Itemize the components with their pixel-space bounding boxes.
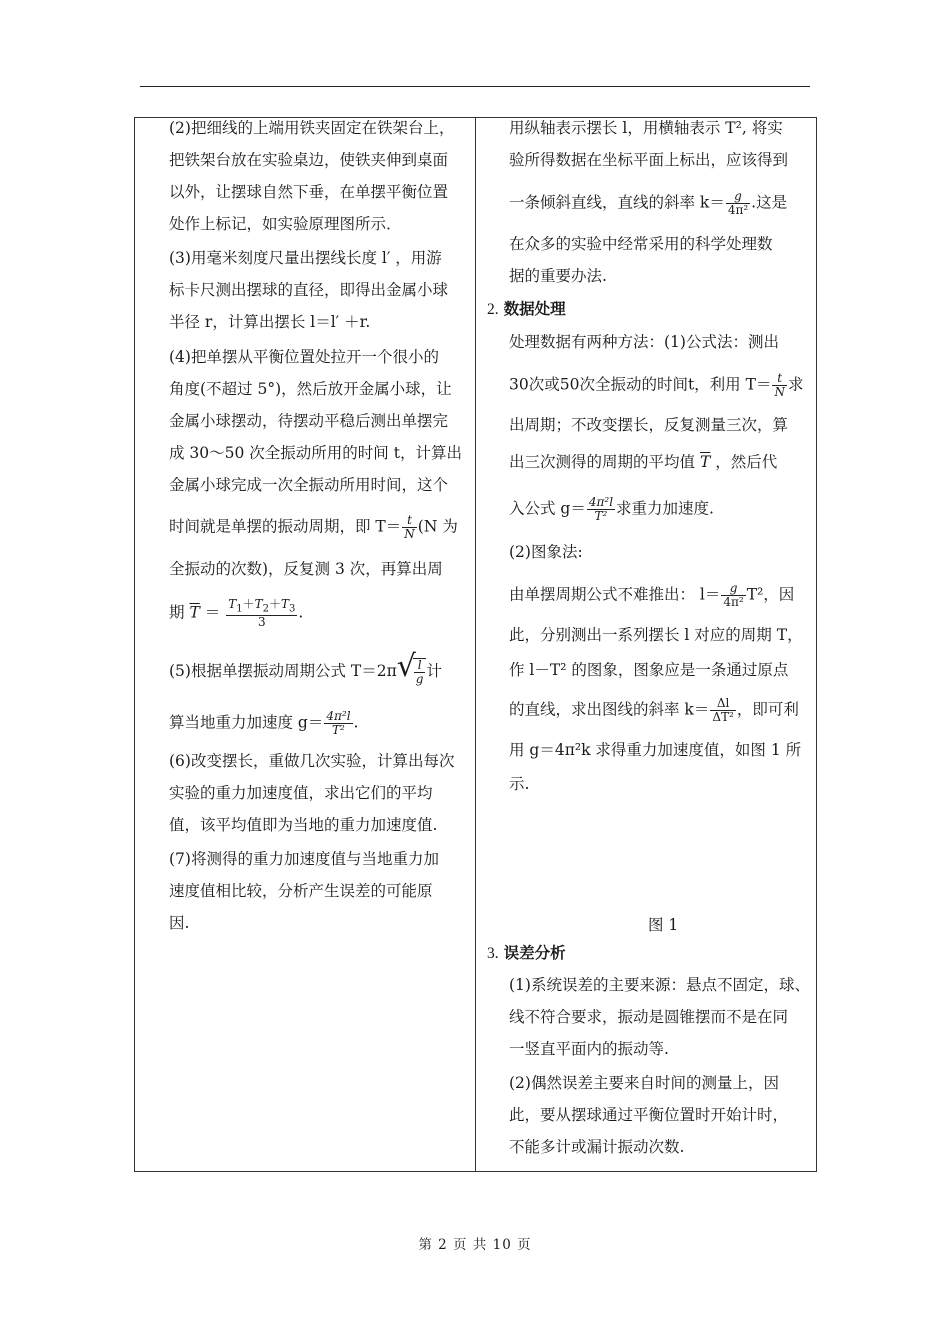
text-line: (2)把细线的上端用铁夹固定在铁架台上， (169, 119, 455, 137)
formula-suffix: 求 (787, 375, 804, 394)
slope-fraction: $\frac{\Delta l}{\text{ΔT²}}$ (712, 696, 734, 724)
text-line: 以外，让摆球自然下垂，在单摆平衡位置 (169, 183, 449, 201)
figure-caption: 图 1 (648, 916, 679, 934)
section-heading: 2. 数据处理 (487, 300, 566, 318)
text-line: (1)系统误差的主要来源：悬点不固定，球、 (509, 976, 810, 994)
formula-suffix: .这是 (751, 193, 788, 212)
text-line: 处作上标记，如实验原理图所示． (169, 215, 402, 233)
text-line: (7)将测得的重力加速度值与当地重力加 (169, 850, 439, 868)
equals-sign: ＝ (204, 603, 221, 622)
formula-suffix: (N 为 (417, 517, 458, 536)
text-line (169, 649, 442, 686)
formula-prefix: 出三次测得的周期的平均值 (509, 453, 696, 471)
text-line: 此，要从摆球通过平衡位置时开始计时， (509, 1106, 789, 1124)
text-line: 出周期；不改变摆长，反复测量三次，算 (509, 416, 789, 434)
gravity-fraction: $\frac{\text{4π²l}}{\text{T²}}$ (326, 709, 351, 737)
text-line: 用纵轴表示摆长 l，用横轴表示 T², 将实 (509, 119, 783, 137)
column-divider (475, 117, 476, 1172)
text-line (509, 190, 787, 217)
text-line: 实验的重力加速度值，求出它们的平均 (169, 784, 433, 802)
text-line (169, 514, 458, 541)
text-line: (2)偶然误差主要来自时间的测量上，因 (509, 1074, 779, 1092)
text-line: 速度值相比较，分析产生误差的可能原 (169, 882, 433, 900)
length-fraction: $\frac{g}{\text{4π²}}$ (723, 581, 744, 609)
section-heading: 3. 误差分析 (487, 944, 566, 962)
slope-fraction: $\frac{g}{\text{4π²}}$ (727, 189, 749, 217)
formula-suffix: ，即可利 (736, 700, 799, 719)
formula-suffix: T²，因 (746, 585, 795, 604)
text-line (509, 496, 714, 523)
text-line: 金属小球摆动，待摆动平稳后测出单摆完 (169, 412, 449, 430)
text-line: 在众多的实验中经常采用的科学处理数 (509, 235, 773, 253)
formula-prefix: 一条倾斜直线，直线的斜率 k＝ (509, 193, 725, 212)
text-line (509, 453, 777, 471)
text-line: 处理数据有两种方法：(1)公式法：测出 (509, 333, 779, 351)
period-fraction: $\frac{t}{N}$ (774, 371, 785, 399)
text-line: 期 $\overline{T}$ ＝ $\frac{T_1+T_2+T_3}{3}$ . (169, 597, 304, 630)
text-line: 角度(不超过 5°)，然后放开金属小球，让 (169, 380, 452, 398)
formula-prefix: 由单摆周期公式不难推出： l＝ (509, 585, 721, 604)
text-line: 一竖直平面内的振动等. (509, 1040, 669, 1058)
text-line: 把铁架台放在实验桌边，使铁夹伸到桌面 (169, 151, 449, 169)
text-line (509, 372, 803, 399)
text-line: 全振动的次数)，反复测 3 次，再算出周 (169, 560, 443, 578)
text-line: 作 l－T² 的图象，图象应是一条通过原点 (509, 661, 789, 679)
text-line (509, 697, 799, 724)
formula-suffix: 求重力加速度. (616, 499, 714, 518)
mean-period: $\overline{T}$ (189, 603, 200, 622)
header-rule (140, 86, 810, 87)
formula-suffix: 计 (426, 662, 442, 680)
mean-fraction: $\frac{T_1+T_2+T_3}{3}$ (228, 597, 296, 630)
text-line: 因. (169, 914, 190, 932)
formula-prefix: 期 (169, 603, 185, 622)
text-line: 值，该平均值即为当地的重力加速度值. (169, 816, 438, 834)
text-line: (2)图象法: (509, 543, 583, 561)
mean-period: $\overline{T}$ (699, 453, 711, 471)
text-line: (4)把单摆从平衡位置处拉开一个很小的 (169, 348, 439, 366)
formula-prefix: 的直线，求出图线的斜率 k＝ (509, 700, 710, 719)
text-line: 不能多计或漏计振动次数. (509, 1138, 685, 1156)
text-line: 此，分别测出一系列摆长 l 对应的周期 T， (509, 626, 803, 644)
gravity-fraction: $\frac{\text{4π²l}}{\text{T²}}$ (588, 495, 614, 523)
text-line: 算当地重力加速度 g＝ $\frac{\text{4π²l}}{\text{T²}}$ . (169, 709, 359, 737)
text-line: (3)用毫米刻度尺量出摆线长度 l′ ，用游 (169, 249, 442, 267)
formula-suffix: ，然后代 (715, 453, 778, 471)
text-line: 用 g＝4π²k 求得重力加速度值，如图 1 所 (509, 741, 802, 759)
text-line: 据的重要办法. (509, 267, 607, 285)
text-line: 线不符合要求，振动是圆锥摆而不是在同 (509, 1008, 789, 1026)
text-line: (6)改变摆长，重做几次实验，计算出每次 (169, 752, 455, 770)
sqrt-expression: √ $\frac{l}{g}$ (397, 658, 427, 686)
text-line: 示. (509, 775, 530, 793)
text-line: 标卡尺测出摆球的直径，即得出金属小球 (169, 281, 449, 299)
formula-prefix: 时间就是单摆的振动周期，即 T＝ (169, 517, 402, 536)
text-line (509, 582, 794, 609)
page-footer: 第 2 页 共 10 页 (418, 1237, 532, 1253)
text-line: 金属小球完成一次全振动所用时间，这个 (169, 476, 449, 494)
formula-prefix: 入公式 g＝ (509, 499, 586, 518)
text-line: 半径 r，计算出摆长 l＝l′ ＋r. (169, 313, 371, 331)
formula-prefix: 30次或50次全振动的时间t，利用 T＝ (509, 375, 772, 394)
text-line: 成 30～50 次全振动所用的时间 t，计算出 (169, 444, 462, 462)
formula-prefix: 算当地重力加速度 g＝ (169, 713, 324, 732)
text-line: 验所得数据在坐标平面上标出，应该得到 (509, 151, 789, 169)
period-fraction: $\frac{t}{N}$ (404, 513, 415, 541)
formula-prefix: (5)根据单摆振动周期公式 T＝2π (169, 662, 397, 680)
